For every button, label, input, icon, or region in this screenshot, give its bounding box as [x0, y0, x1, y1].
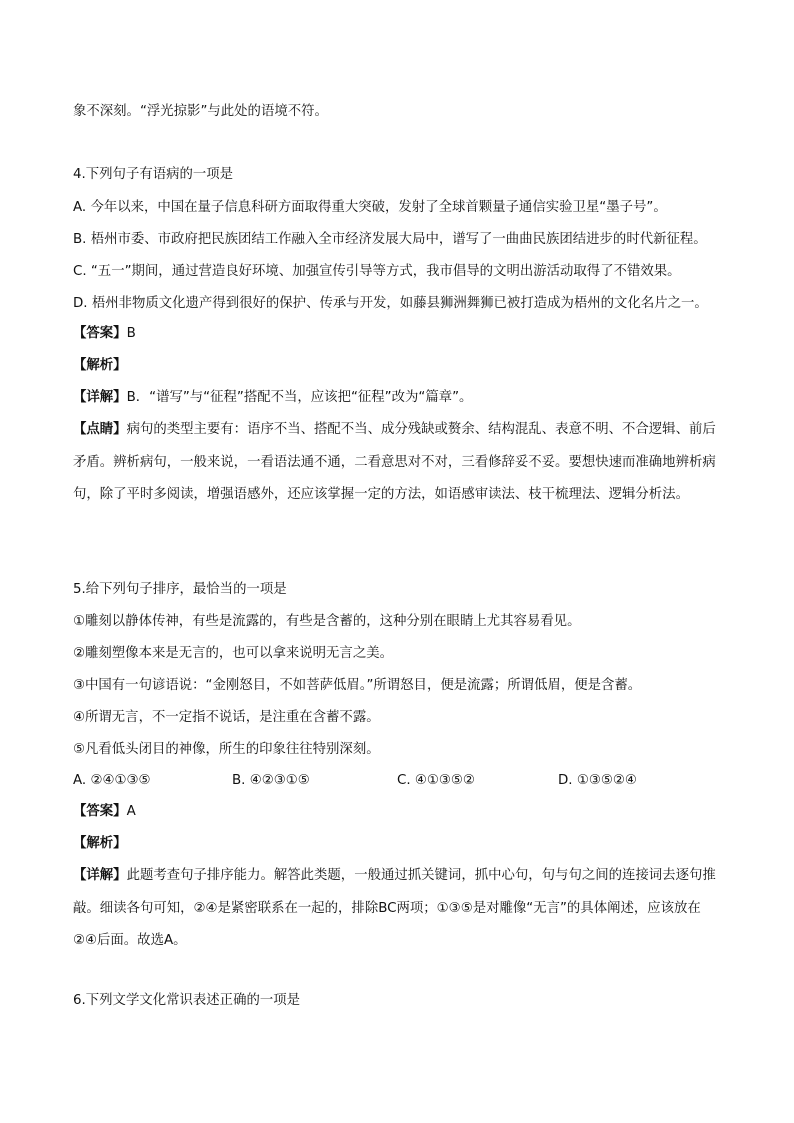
q4-detail — [73, 388, 472, 408]
q4-point — [73, 414, 723, 512]
q5-choice-b: B. ④②③①⑤ — [232, 773, 310, 788]
q5-sentence-4: ④所谓无言，不一定指不说话，是注重在含蓄不露。 — [73, 710, 380, 725]
q5-choice-d: D. ①③⑤②④ — [558, 773, 637, 788]
answer-label: 【答案】 — [73, 326, 127, 341]
q5-choice-c: C. ④①③⑤② — [397, 773, 475, 788]
q4-option-c: C. “五一”期间，通过营造良好环境、加强宣传引导等方式，我市倡导的文明出游活动取得了不错效果。 — [73, 264, 681, 279]
detail-label: 【详解】 — [73, 390, 127, 405]
q5-sentence-1: ①雕刻以静体传神，有些是流露的，有些是含蓄的，这种分别在眼睛上尤其容易看见。 — [73, 614, 581, 629]
q4-option-a: A. 今年以来，中国在量子信息科研方面取得重大突破，发射了全球首颗量子通信实验卫星“墨子号”。 — [73, 200, 667, 215]
intro-text: 象不深刻。“浮光掠影”与此处的语境不符。 — [73, 104, 328, 119]
answer-value: B — [126, 326, 136, 341]
q4-option-d: D. 梧州非物质文化遗产得到很好的保护、传承与开发，如藤县狮洲舞狮已被打造成为梧州的文化名片之一。 — [73, 296, 708, 311]
detail-text: B．“谱写”与“征程”搭配不当，应该把“征程”改为“篇章”。 — [126, 390, 473, 405]
question-4-stem: 4.下列句子有语病的一项是 — [73, 167, 234, 182]
q4-analysis-label: 【解析】 — [73, 358, 127, 373]
answer-label: 【答案】 — [73, 804, 127, 819]
q4-option-b: B. 梧州市委、市政府把民族团结工作融入全市经济发展大局中，谱写了一曲曲民族团结进步的时代新征程。 — [73, 232, 707, 247]
q5-choice-a: A. ②④①③⑤ — [73, 773, 151, 788]
q5-analysis-label: 【解析】 — [73, 836, 127, 851]
point-text: 病句的类型主要有：语序不当、搭配不当、成分残缺或赘余、结构混乱、表意不明、不合逻辑、前后矛盾。辨析病句，一般来说，一看语法通不通，二看意思对不对，三看修辞妥不妥。要想快速而准确地辨析病句，除了平时多阅读，增强语感外，还应该掌握一定的方法，如语感审读法、枝干梳理法、逻辑分析法。 — [73, 422, 716, 502]
q5-detail — [73, 860, 723, 958]
q4-answer — [73, 324, 136, 344]
q5-sentence-3: ③中国有一句谚语说：“金刚怒目，不如菩萨低眉。”所谓怒目，便是流露；所谓低眉，便是含蓄。 — [73, 678, 642, 693]
q5-answer — [73, 802, 136, 822]
detail-label: 【详解】 — [73, 868, 127, 883]
point-label: 【点睛】 — [73, 422, 127, 437]
detail-text: 此题考查句子排序能力。解答此类题，一般通过抓关键词，抓中心句，句与句之间的连接词去逐句推敲。细读各句可知，②④是紧密联系在一起的，排除BC两项；①③⑤是对雕像“无言”的具体阐述，应该放在②④后面。故选A。 — [73, 868, 716, 948]
answer-value: A — [126, 804, 136, 819]
q5-sentence-2: ②雕刻塑像本来是无言的，也可以拿来说明无言之美。 — [73, 646, 393, 661]
question-6-stem: 6.下列文学文化常识表述正确的一项是 — [73, 993, 301, 1008]
q5-sentence-5: ⑤凡看低头闭目的神像，所生的印象往往特别深刻。 — [73, 742, 380, 757]
question-5-stem: 5.给下列句子排序，最恰当的一项是 — [73, 582, 287, 597]
